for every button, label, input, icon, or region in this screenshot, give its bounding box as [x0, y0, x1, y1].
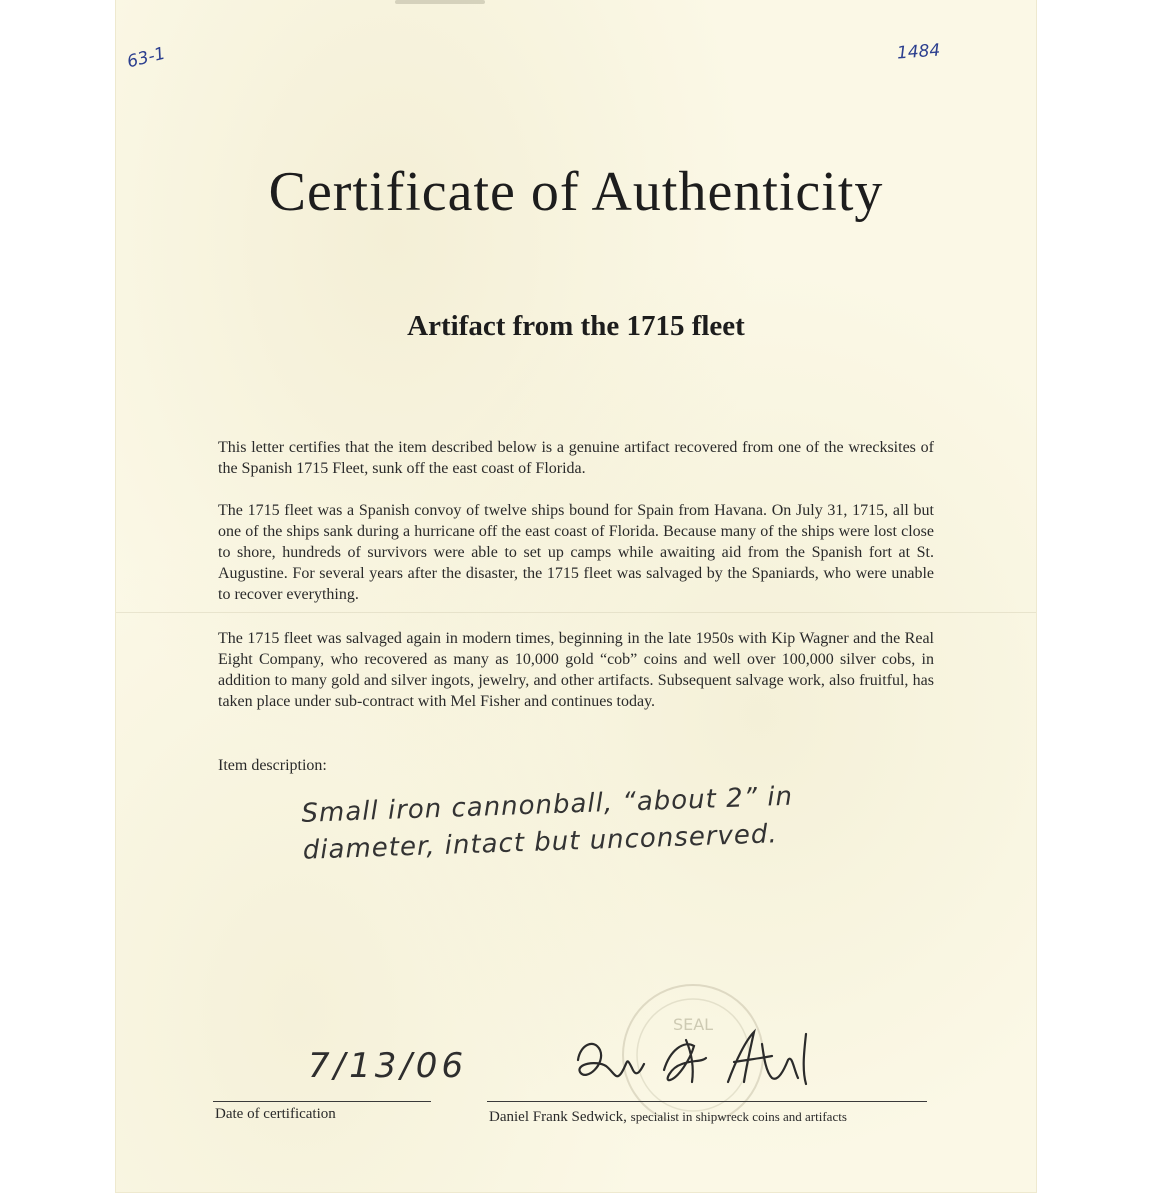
- signer-caption: [489, 1109, 847, 1126]
- signature: [566, 1020, 836, 1100]
- certification-paragraph: This letter certifies that the item described below is a genuine artifact recovered from one of the wrecksites of the Spanish 1715 Fleet, sunk off the east coast of Florida.: [218, 439, 934, 477]
- handwritten-item-description: Small iron cannonball, “about 2” in diameter, intact but unconserved.: [301, 781, 794, 866]
- salvage-paragraph: The 1715 fleet was salvaged again in modern times, beginning in the late 1950s with Kip Wagner and the Real Eight Company, who recovered as many as 10,000 gold “cob” coins and well over 100,000 silver cobs, in addition to many gold and silver ingots, jewelry, and other artifacts. Subsequent salvage work, also fruitful, has taken place under sub-contract with Mel Fisher and continues today.: [218, 630, 934, 710]
- handwritten-date: 7/13/06: [308, 1046, 468, 1086]
- history-paragraph: The 1715 fleet was a Spanish convoy of twelve ships bound for Spain from Havana. On July 31, 1715, all but one of the ships sank during a hurricane off the east coast of Florida. Because many of the ships were lost close to shore, hundreds of survivors were able to set up camps while awaiting aid from the Spanish fort at St. Augustine. For several years after the disaster, the 1715 fleet was salvaged by the Spaniards, who were unable to recover everything.: [218, 502, 934, 603]
- handwritten-item-number: 1484: [896, 40, 941, 64]
- date-of-certification-label: Date of certification: [215, 1106, 336, 1122]
- date-signature-line: [213, 1101, 431, 1102]
- paper-fold-line: [116, 612, 1036, 613]
- signer-role: specialist in shipwreck coins and artifacts: [630, 1109, 847, 1124]
- handwritten-lot-number: 63-1: [125, 43, 168, 73]
- certificate-title: Certificate of Authenticity: [268, 161, 884, 223]
- seal-text: SEAL: [672, 1015, 714, 1034]
- signer-signature-line: [487, 1101, 927, 1102]
- certificate-subtitle: Artifact from the 1715 fleet: [407, 310, 745, 342]
- item-description-label: Item description:: [218, 757, 327, 774]
- signer-name: Daniel Frank Sedwick,: [489, 1109, 627, 1125]
- paper-smudge: [395, 0, 485, 4]
